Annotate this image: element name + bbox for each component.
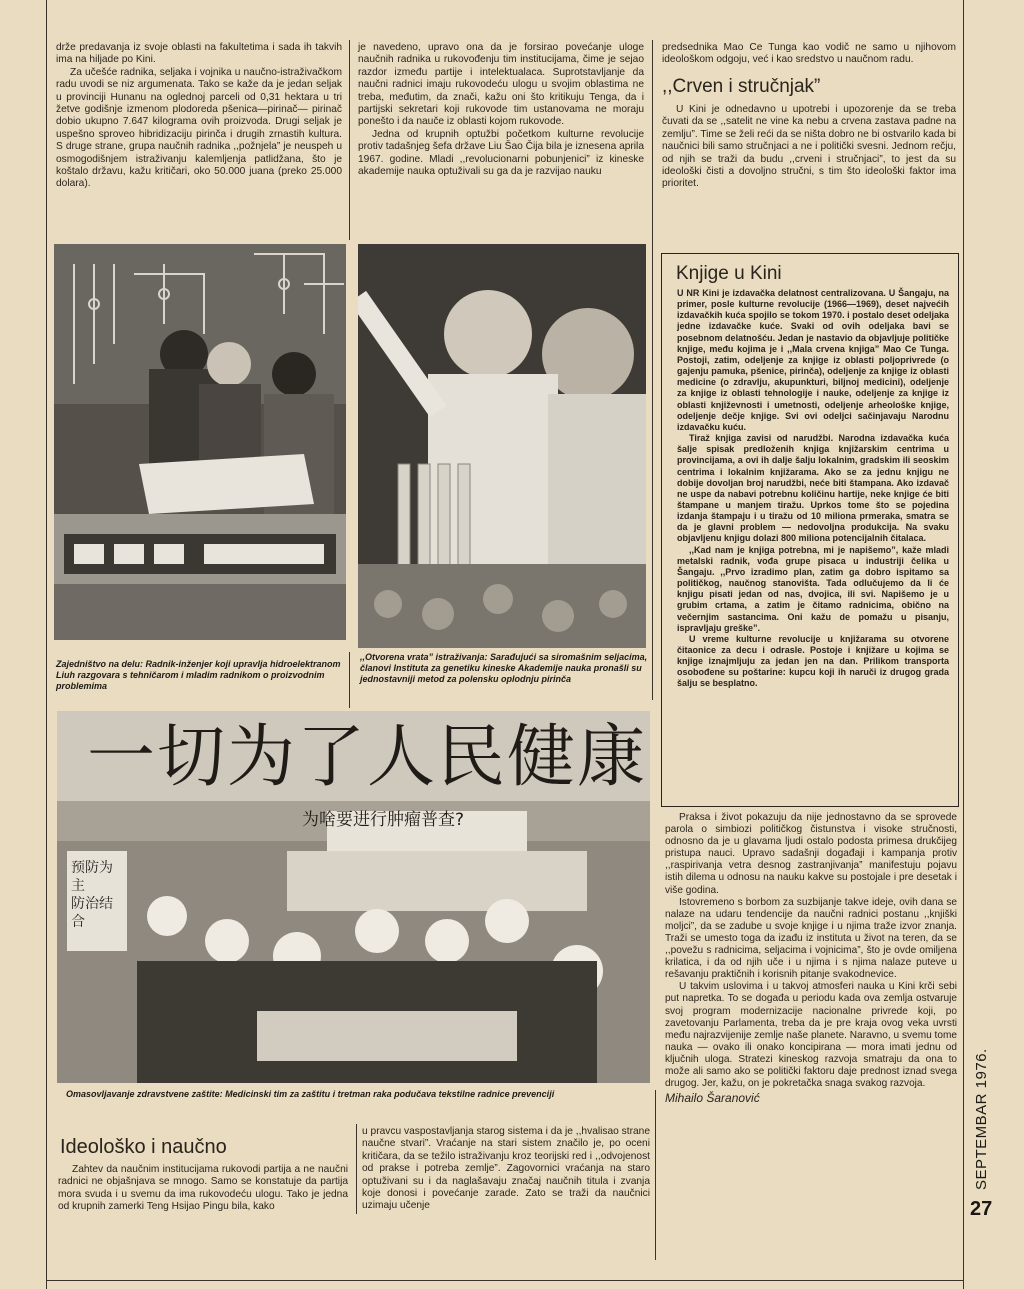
paragraph: Jedna od krupnih optužbi početkom kulturne revolucije protiv tadašnjeg šefa države Liu Šao Čija bila je iznesena aprila 1967. godine. Mladi ,,revolucionarni pobunjenici” iz kineske akademije nauka optuživali su ga da je razvijao nauku xyxy=(358,128,644,178)
caption-hydro-photo: Zajedništvo na delu: Radnik-inženjer koji upravlja hidroelektranom Liuh razgovara s tehničarom i mladim radnikom o proizvodnim problemima xyxy=(56,659,341,691)
side-sign-line-1: 预防为主 xyxy=(71,860,113,894)
column-2-top-text xyxy=(358,42,644,178)
section-col-2-text xyxy=(362,1126,650,1213)
paragraph: Praksa i život pokazuju da nije jednostavno da se sprovede parola o simbiozi političkog čistunstva i visoke stručnosti, odnosno da je u glavama ljudi ostalo podosta primesa drukčijeg pristupa nauci. Upravo sadašnji događaji i kampanja protiv ,,raspirivanja vetra desnog zastranjivanja” manifestuju pojavu istih dilema u odnosu na nauku kakve su postojale i pre desetak i više godina. xyxy=(665,812,957,896)
side-sign-text xyxy=(71,859,123,931)
column-rule-3 xyxy=(356,1124,357,1214)
issue-date: SEPTEMBAR 1976. xyxy=(973,1048,990,1190)
sidebar-box-title: Knjige u Kini xyxy=(676,263,782,284)
photo-health-education xyxy=(57,711,650,1083)
column-rule-1 xyxy=(349,40,350,240)
paragraph: je navedeno, upravo ona da je forsirao povećanje uloge naučnih radnika u rukovođenju tim institucijama, čime je sejao razdor između partije i intelektualaca. Suprotstavljanje da naučni radnici imaju rukovodeću ulogu u svojim oblastima ne treba, međutim, da znači, kažu oni što kritikuju Tenga, da i partijski sekretari koji rukovode tim ustanovama ne moraju ponešto i da nauče iz oblasti kojom rukovode. xyxy=(358,42,644,128)
paragraph: U takvim uslovima i u takvoj atmosferi nauka u Kini krči sebi put napretka. To se događa u periodu kada ova zemlja ostvaruje svoj program modernizacije nacionalne privrede koji, po zavetovanju Parlamenta, treba da je pre kraja ovog veka uvrsti među najrazvijenije zemlje naše planete. Naravno, u svemu tome nauka — ovako ili onako koncipirana — mora imati jednu od ključnih uloga. Stratezi kineskog razvoja smatraju da ona to može ali samo ako se politički faktoru daje prednost iznad svega drugog. Jer, kažu, on je pokretačka snaga svakog razvoja. xyxy=(665,981,957,1090)
box-paragraph: U vreme kulturne revolucije u knjižarama su otvorene čitaonice za decu i odrasle. Postoje i knjižare u kojima se knjige iznajmljuju za jedan jen na dan. Prilikom transporta osobođene su poštarine: kupcu koji ih naruči iz drugog grada šalju se besplatno. xyxy=(677,633,949,689)
paragraph: U Kini je odnedavno u upotrebi i upozorenje da se treba čuvati da se ,,satelit ne vine ka nebu a crvena zastava padne na zemlju”. Time se želi reći da se ništa dobro ne bi ostvarilo kada bi naučnici bili samo stručnjaci a ne i politički svesni. Jednom rečju, od njih se traži da budu ,,crveni i stručnjaci”, to jest da su ideološki čisti a dovoljno stručni, s tim što ideološki faktor ima prioritet. xyxy=(662,104,956,190)
column-3-bottom-text xyxy=(665,812,957,1104)
author-signature: Mihailo Šaranović xyxy=(665,1091,760,1106)
page-number: 27 xyxy=(970,1198,993,1220)
paragraph: drže predavanja iz svoje oblasti na fakultetima i sada ih takvih ima na hiljade po Kini. xyxy=(56,42,342,66)
paragraph: predsednika Mao Ce Tunga kao vodič ne samo u njihovom ideološkom odgoju, već i kao sredstvo u naučnom radu. xyxy=(662,42,956,66)
subheading-crven-i-strucnjak: ,,Crven i stručnjak” xyxy=(662,76,821,97)
box-paragraph: ,,Kad nam je knjiga potrebna, mi je napišemo”, kaže mladi metalski radnik, vođa grupe pisaca u industriji čelika u Šangaju. ,,Prvo izradimo plan, zatim ga dobro ispitamo sa političkog, naučnog stanovišta. Tada odlučujemo da li će knjigu pisati jedan od nas, dvojica, ili svi. Napišemo je u grubim crtama, a zatim je čitamo radnicima, obično na večernjim sastancima. Oni kažu de pomažu u pisanju, ispravljaju greške”. xyxy=(677,544,949,633)
column-rule-2 xyxy=(652,40,653,700)
box-paragraph: U NR Kini je izdavačka delatnost centralizovana. U Šangaju, na primer, posle kulturne revolucije (1966—1969), deset najvećih izdavačkih kuća spojilo se tokom 1970. i postalo deset odeljaka jedne izdavačke kuće. Svaki od ovih odeljaka bavi se posebnom delatnošću. Jedan je nastavio da objavljuje političke knjige, među kojima je i ,,Mala crvena knjiga” Mao Ce Tunga. Postoji, zatim, odeljenje za knjige iz oblasti poljoprivrede (o gajenju pamuka, pšenice, pirinča), odeljenje za knjige iz oblasti medicine (o zdravlju, akupunkturi, biljnoj medicini), odeljenje za knjige iz oblasti tehnologije i nauke, odeljenje za knjige iz oblasti književnosti i umetnosti, odeljenje arheološke knjige, odeljenje dečje knjige. Svi ovi odeljci sačinjavaju Narodnu izdavačku kuću. xyxy=(677,288,949,432)
column-3-top-text xyxy=(662,42,956,67)
column-rule-right xyxy=(963,0,964,1289)
column-rule-4 xyxy=(655,1090,656,1260)
lab-photo-illustration xyxy=(358,244,646,648)
paragraph: u pravcu vaspostavljanja starog sistema i da je ,,hvalisao strane naučne stvari”. Vraćanje na stari sistem značilo je, po oceni kritičara, da se težilo istraživanju kroz teorijski red i ,,odvojenost od prakse i potreba zemlje”. Zagovornici vraćanja na staro optuživani su i da naglašavaju značaj naučnih titula i zvanja koje donosi i povećanje zarade. Zato se traži da naučnici uzimaju učenje xyxy=(362,1126,650,1212)
caption-health-photo: Omasovljavanje zdravstvene zaštite: Medicinski tim za zaštitu i tretman raka podučava tekstilne radnice prevenciji xyxy=(66,1089,555,1099)
column-3-top-text-2 xyxy=(662,104,956,191)
caption-rule xyxy=(349,652,350,708)
section-heading-ideolosko-i-naucno: Ideološko i naučno xyxy=(60,1136,227,1158)
banner-text: 一切为了人民健康 xyxy=(87,718,648,797)
column-rule-left xyxy=(46,0,47,1289)
photo-hydro-power-station xyxy=(54,244,346,640)
bottom-rule xyxy=(46,1280,964,1281)
paragraph: Istovremeno s borbom za suzbijanje takve ideje, ovih dana se nalaze na udaru tendencije da naučni radnici postanu ,,knjiški moljci”, da se zadube u svoje knjige i u njima traže izvor znanja. Traži se umesto toga da izađu iz instituta u život na teren, da se ,,povežu s radnicima, seljacima i vojnicima”, što je ovde omiljena krilatica, i da od njih uče i u njima i s njima nalaze puteve u rešavanju praktičnih i korisnih pitanje svakodnevice. xyxy=(665,896,957,981)
section-col-1-text xyxy=(58,1164,348,1214)
small-sign-text: 为啥要进行肿瘤普查? xyxy=(302,810,465,830)
photo-genetics-lab xyxy=(358,244,646,648)
side-sign-line-2: 防治结合 xyxy=(71,896,113,930)
caption-lab-photo: ,,Otvorena vrata” istraživanja: Sarađujući sa siromašnim seljacima, članovi Instituta za genetiku kineske Akademije nauka pronašli su jednostavniji metod za polensku oplodnju pirinča xyxy=(360,652,648,684)
paragraph: Zahtev da naučnim institucijama rukovodi partija a ne naučni radnici ne objašnjava se mnogo. Samo se konstatuje da partija mora svuda i u svemu da ima rukovodeću ulogu. Tako je jedna od krupnih zamerki Teng Hsijao Pingu bila, kako xyxy=(58,1164,348,1213)
sidebar-box-text xyxy=(677,288,949,690)
hydro-photo-illustration xyxy=(54,244,346,640)
box-paragraph: Tiraž knjiga zavisi od narudžbi. Narodna izdavačka kuća šalje spisak predloženih knjiga knjižarskim centrima u provincijama, a ovi ih dalje šalju lokalnim, gradskim ili seoskim centrima i lokalnim knjižarama. Ako se za jednu knjigu ne dobije dovoljan broj narudžbi, neće biti štampana. Ako izdavač ne uspe da nabavi potrebnu količinu hartije, neke knjige će biti štampane u manjem tiražu. Uprkos tome što se pojedina izdanja štampaju i u tiražu od 10 miliona prmeraka, smatra se da je glavni problem — nedovoljna produkcija. Na svaku objavljenu knjigu dolazi 800 miliona potencijalnih čitalaca. xyxy=(677,433,949,544)
column-1-top-text xyxy=(56,42,342,191)
paragraph: Za učešće radnika, seljaka i vojnika u naučno-istraživačkom radu uvodi se niz argumenata. Tako se kaže da je jedan seljak u provinciji Hunanu na oglednoj parceli od 0,31 hektara u tri žetve godišnje izmenom plodoreda pšenica—pirinač— pirinač dobio ukupno 7.647 kilograma ovih proizvoda. Drugi seljak je uspešno sproveo hibridizaciju pirinča i drugih zrnastih kultura. S druge strane, grupa naučnih radnika ,,požnjela” je neuspeh u osmogodišnjem istraživanju kalemljenja patlidžana, što je koštalo državu, kažu kritičari, oko 50.000 juana (preko 25.000 dolara). xyxy=(56,66,342,190)
